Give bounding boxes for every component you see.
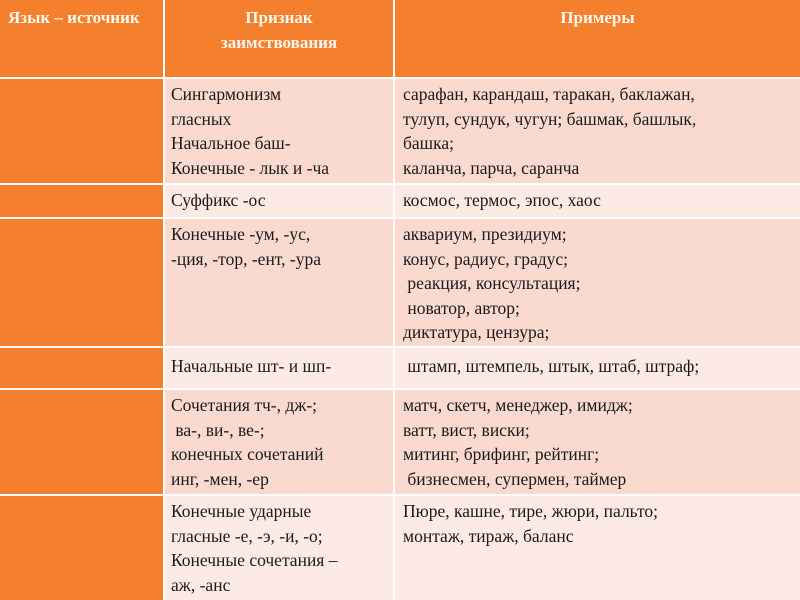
example-line: монтаж, тираж, баланс [403, 525, 574, 546]
source-language-cell [0, 348, 163, 388]
example-line: аквариум, президиум; [403, 224, 567, 244]
feature-line: Сингармонизм [171, 84, 282, 104]
table-row [0, 496, 800, 600]
source-language-cell [0, 390, 163, 494]
example-line: сарафан, карандаш, таракан, баклажан, [403, 84, 695, 104]
feature-line: -ция, -тор, -ент, -ура [171, 248, 321, 269]
feature-line: гласных [171, 108, 232, 129]
feature-line: Начальные шт- и шп- [171, 356, 332, 376]
example-line: новатор, автор; [403, 297, 520, 318]
table-row [0, 219, 800, 346]
source-language-cell [0, 496, 163, 600]
header-borrowing-feature [165, 0, 393, 77]
example-line: Пюре, кашне, тире, жюри, пальто; [403, 501, 659, 521]
example-line: матч, скетч, менеджер, имидж; [403, 395, 633, 415]
examples-cell [395, 496, 800, 600]
example-line: космос, термос, эпос, хаос [403, 190, 601, 210]
example-line: тулуп, сундук, чугун; башмак, башлык, [403, 108, 697, 129]
feature-cell [165, 79, 393, 183]
feature-line: Конечные - лык и -ча [171, 157, 330, 178]
example-line: ватт, вист, виски; [403, 419, 530, 440]
feature-cell [165, 390, 393, 494]
header-examples [395, 0, 800, 77]
example-line: башка; [403, 133, 455, 153]
feature-line: инг, -мен, -ер [171, 468, 269, 489]
feature-line: Суффикс -ос [171, 190, 266, 210]
feature-line: аж, -анс [171, 574, 231, 595]
header-source-language [0, 0, 163, 77]
table-row [0, 185, 800, 217]
example-line: митинг, брифинг, рейтинг; [403, 444, 600, 464]
example-line: каланча, парча, саранча [403, 157, 580, 178]
header-source-language-label: Язык – источник [8, 8, 140, 27]
example-line: реакция, консультация; [403, 273, 581, 293]
examples-cell [395, 390, 800, 494]
examples-cell [395, 79, 800, 183]
feature-line: Начальное баш- [171, 133, 291, 153]
feature-line: конечных сочетаний [171, 444, 324, 464]
feature-line: Конечные сочетания – [171, 550, 338, 570]
source-language-cell [0, 219, 163, 346]
table-row [0, 348, 800, 388]
example-line: диктатура, цензура; [403, 322, 550, 342]
examples-cell [395, 348, 800, 388]
feature-cell [165, 185, 393, 217]
header-examples-label: Примеры [560, 8, 635, 27]
feature-cell [165, 348, 393, 388]
example-line: конус, радиус, градус; [403, 248, 569, 269]
feature-line: Конечные ударные [171, 501, 312, 521]
source-language-cell [0, 79, 163, 183]
examples-cell [395, 219, 800, 346]
header-borrowing-feature-label: Признак заимствования [220, 8, 338, 52]
feature-cell [165, 219, 393, 346]
example-line: бизнесмен, супермен, таймер [403, 468, 627, 489]
table-header-row [0, 0, 800, 77]
source-language-cell [0, 185, 163, 217]
feature-cell [165, 496, 393, 600]
table-row [0, 390, 800, 494]
feature-line: гласные -е, -э, -и, -о; [171, 525, 323, 546]
feature-line: Конечные -ум, -ус, [171, 224, 311, 244]
examples-cell [395, 185, 800, 217]
table-row [0, 79, 800, 183]
example-line: штамп, штемпель, штык, штаб, штраф; [403, 356, 700, 376]
feature-line: ва-, ви-, ве-; [171, 419, 265, 440]
feature-line: Сочетания тч-, дж-; [171, 395, 318, 415]
